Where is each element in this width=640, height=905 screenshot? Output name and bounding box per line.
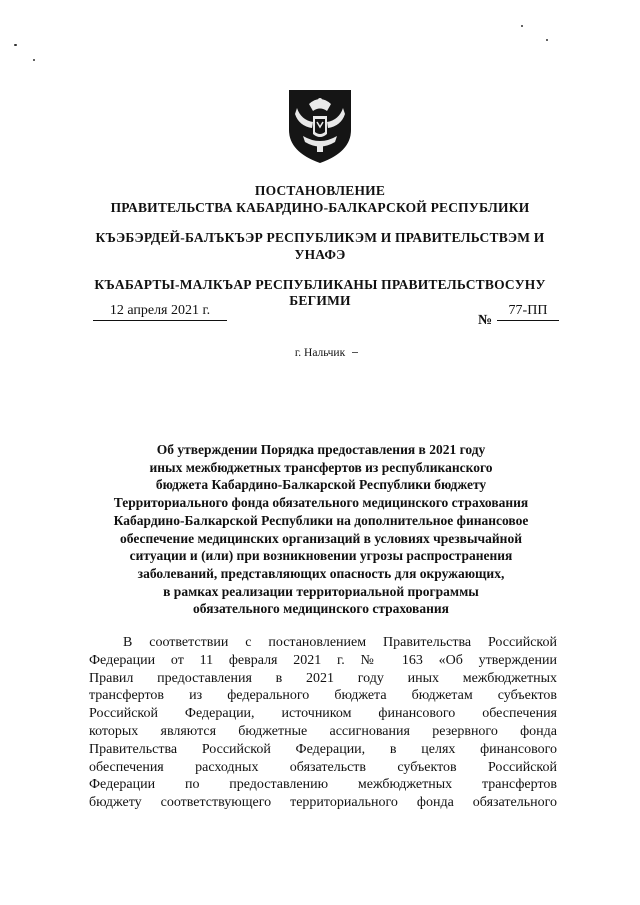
title-line: обязательного медицинского страхования — [193, 601, 449, 617]
scan-mark — [352, 352, 358, 353]
scan-speck — [14, 44, 17, 46]
body-line: которых являются бюджетные ассигнования резервного фонда — [89, 723, 557, 739]
title-line: иных межбюджетных трансфертов из республиканского — [149, 459, 493, 475]
title-line: Об утверждении Порядка предоставления в 2021 году — [156, 442, 486, 457]
title-line: обеспечение медицинских организаций в условиях чрезвычайной — [120, 530, 522, 546]
issuer: ПРАВИТЕЛЬСТВА КАБАРДИНО-БАЛКАРСКОЙ РЕСПУБЛИКИ — [110, 200, 530, 215]
resolution-title — [80, 441, 562, 618]
body-line: Правил предоставления в 2021 году иных межбюджетных — [89, 670, 557, 686]
body-line: Федерации от 11 февраля 2021 г. № 163 «Об утверждении — [89, 652, 557, 668]
body-line: обеспечения расходных обязательств субъектов Российской — [89, 759, 557, 775]
city: г. Нальчик — [294, 347, 346, 359]
balkar-header-line2: БЕГИМИ — [289, 293, 351, 308]
body-line: Правительства Российской Федерации, в целях финансового — [89, 741, 557, 757]
body-text — [89, 634, 557, 812]
coat-of-arms-icon — [287, 84, 353, 164]
body-line: Российской Федерации, источником финансового обеспечения — [89, 706, 557, 722]
document-date: 12 апреля 2021 г. — [93, 302, 227, 321]
number-sign: № — [478, 313, 493, 328]
document-type: ПОСТАНОВЛЕНИЕ — [254, 183, 386, 198]
title-line: заболеваний, представляющих опасность для окружающих, — [137, 565, 505, 581]
title-line: ситуации и (или) при возникновении угрозы распространения — [129, 548, 513, 564]
kabardian-header-line2: УНАФЭ — [294, 247, 346, 262]
balkar-header-line1: КЪАБАРТЫ-МАЛКЪАР РЕСПУБЛИКАНЫ ПРАВИТЕЛЬСТВОСУНУ — [94, 277, 546, 292]
body-line: В соответствии с постановлением Правительства Российской — [123, 635, 557, 650]
body-line: трансфертов из федерального бюджета бюджетам субъектов — [89, 688, 557, 704]
body-line: бюджету соответствующего территориального фонда обязательного — [89, 795, 557, 811]
scan-speck — [521, 25, 523, 27]
title-line: бюджета Кабардино-Балкарской Республики бюджету — [155, 477, 487, 493]
title-line: Кабардино-Балкарской Республики на дополнительное финансовое — [113, 512, 529, 528]
body-line: Федерации по предоставлению межбюджетных трансфертов — [89, 777, 557, 793]
title-line: Территориального фонда обязательного медицинского страхования — [113, 495, 529, 511]
title-line: в рамках реализации территориальной программы — [163, 583, 479, 599]
scan-speck — [546, 39, 548, 41]
document-number: 77-ПП — [497, 302, 559, 321]
kabardian-header-line1: КЪЭБЭРДЕЙ-БАЛЪКЪЭР РЕСПУБЛИКЭМ И ПРАВИТЕЛЬСТВЭМ И — [95, 230, 545, 245]
scan-speck — [33, 59, 35, 61]
